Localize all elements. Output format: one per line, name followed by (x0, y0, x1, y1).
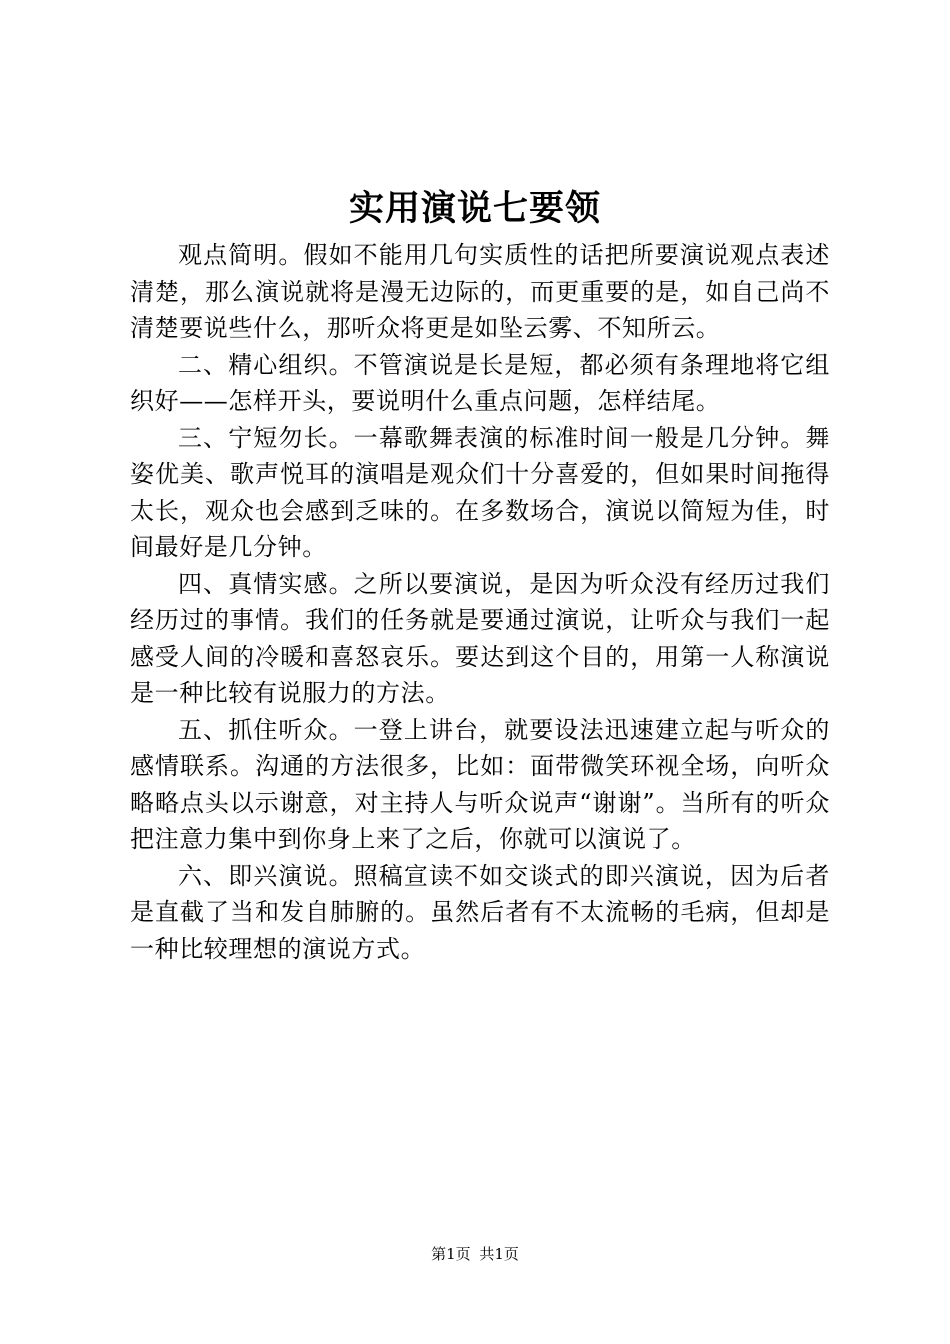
paragraph-5: 五、抓住听众。一登上讲台，就要设法迅速建立起与听众的感情联系。沟通的方法很多，比如：面带微笑环视全场，向听众略略点头以示谢意，对主持人与听众说声“谢谢”。当所有的听众把注意力集中到你身上来了之后，你就可以演说了。 (130, 715, 830, 853)
page-title: 实用演说七要领 (348, 188, 601, 229)
paragraph-6: 六、即兴演说。照稿宣读不如交谈式的即兴演说，因为后者是直截了当和发自肺腑的。虽然后者有不太流畅的毛病，但却是一种比较理想的演说方式。 (130, 861, 830, 963)
paragraph-1: 观点简明。假如不能用几句实质性的话把所要演说观点表述清楚，那么演说就将是漫无边际的，而更重要的是，如自己尚不清楚要说些什么，那听众将更是如坠云雾、不知所云。 (130, 241, 830, 342)
paragraph-3: 三、宁短勿长。一幕歌舞表演的标准时间一般是几分钟。舞姿优美、歌声悦耳的演唱是观众们十分喜爱的，但如果时间拖得太长，观众也会感到乏味的。在多数场合，演说以简短为佳，时间最好是几分钟。 (130, 423, 830, 561)
paragraph-4: 四、真情实感。之所以要演说，是因为听众没有经历过我们经历过的事情。我们的任务就是要通过演说，让听众与我们一起感受人间的冷暖和喜怒哀乐。要达到这个目的，用第一人称演说是一种比较有说服力的方法。 (130, 569, 830, 707)
document-body (130, 237, 830, 967)
page-total: 共1页 (479, 1245, 519, 1263)
paragraph-2: 二、精心组织。不管演说是长是短，都必须有条理地将它组织好——怎样开头，要说明什么重点问题，怎样结尾。 (130, 350, 830, 415)
page-footer (0, 1244, 950, 1264)
page-number: 第1页 (431, 1245, 471, 1263)
